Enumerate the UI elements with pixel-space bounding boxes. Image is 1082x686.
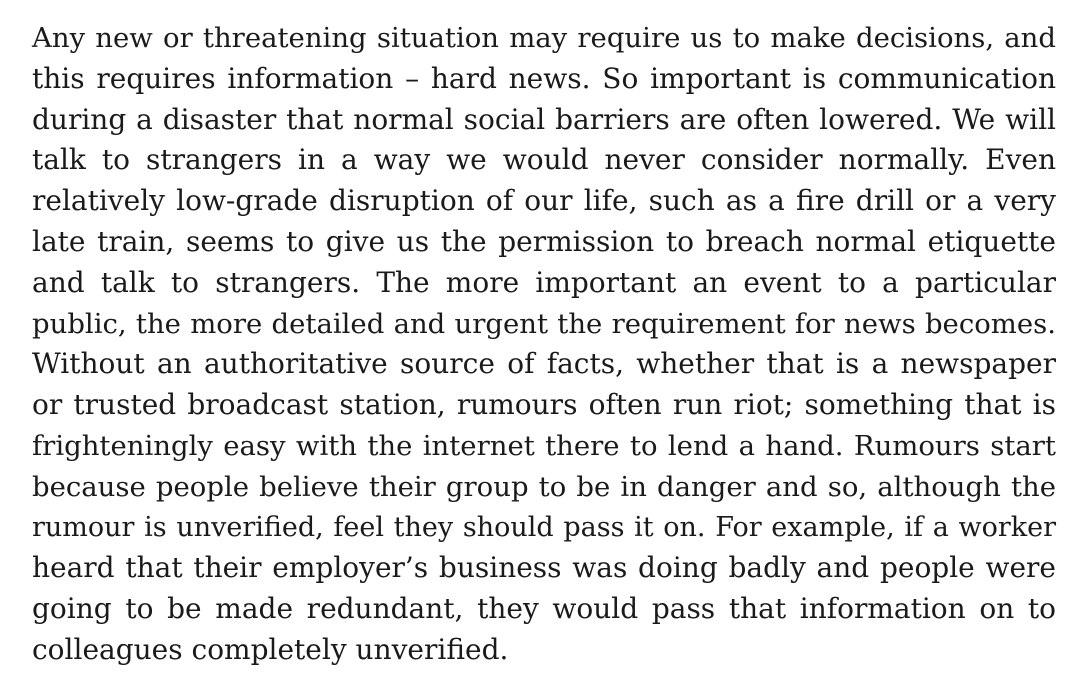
text-line-11: frighteningly easy with the internet there to lend a hand. Rumours start	[32, 429, 1056, 462]
text-line-6: late train, seems to give us the permission to breach normal etiquette	[32, 224, 1056, 258]
text-line-14: heard that their employer’s business was doing badly and people were	[32, 551, 1056, 585]
text-line-7: and talk to strangers. The more important an event to a particular	[32, 265, 1056, 299]
text-line-1: Any new or threatening situation may require us to make decisions, and	[32, 22, 1056, 54]
text-line-12: because people believe their group to be in danger and so, although the	[32, 470, 1056, 503]
text-line-9: Without an authoritative source of facts, whether that is a newspaper	[32, 347, 1056, 381]
text-line-15: going to be made redundant, they would pass that information on to	[32, 592, 1056, 626]
text-line-13: rumour is unverified, feel they should pass it on. For example, if a worker	[32, 511, 1056, 543]
text-line-8: public, the more detailed and urgent the requirement for news becomes.	[32, 307, 1056, 340]
document-page	[32, 18, 1056, 671]
text-line-16: colleagues completely unverified.	[32, 632, 509, 666]
text-line-5: relatively low-grade disruption of our life, such as a fire drill or a very	[32, 184, 1056, 218]
text-line-3: during a disaster that normal social barriers are often lowered. We will	[32, 102, 1056, 136]
text-line-10: or trusted broadcast station, rumours often run riot; something that is	[32, 388, 1056, 422]
body-paragraph	[32, 18, 1056, 671]
text-line-4: talk to strangers in a way we would never consider normally. Even	[32, 143, 1056, 177]
text-line-2: this requires information – hard news. So important is communication	[32, 61, 1056, 95]
